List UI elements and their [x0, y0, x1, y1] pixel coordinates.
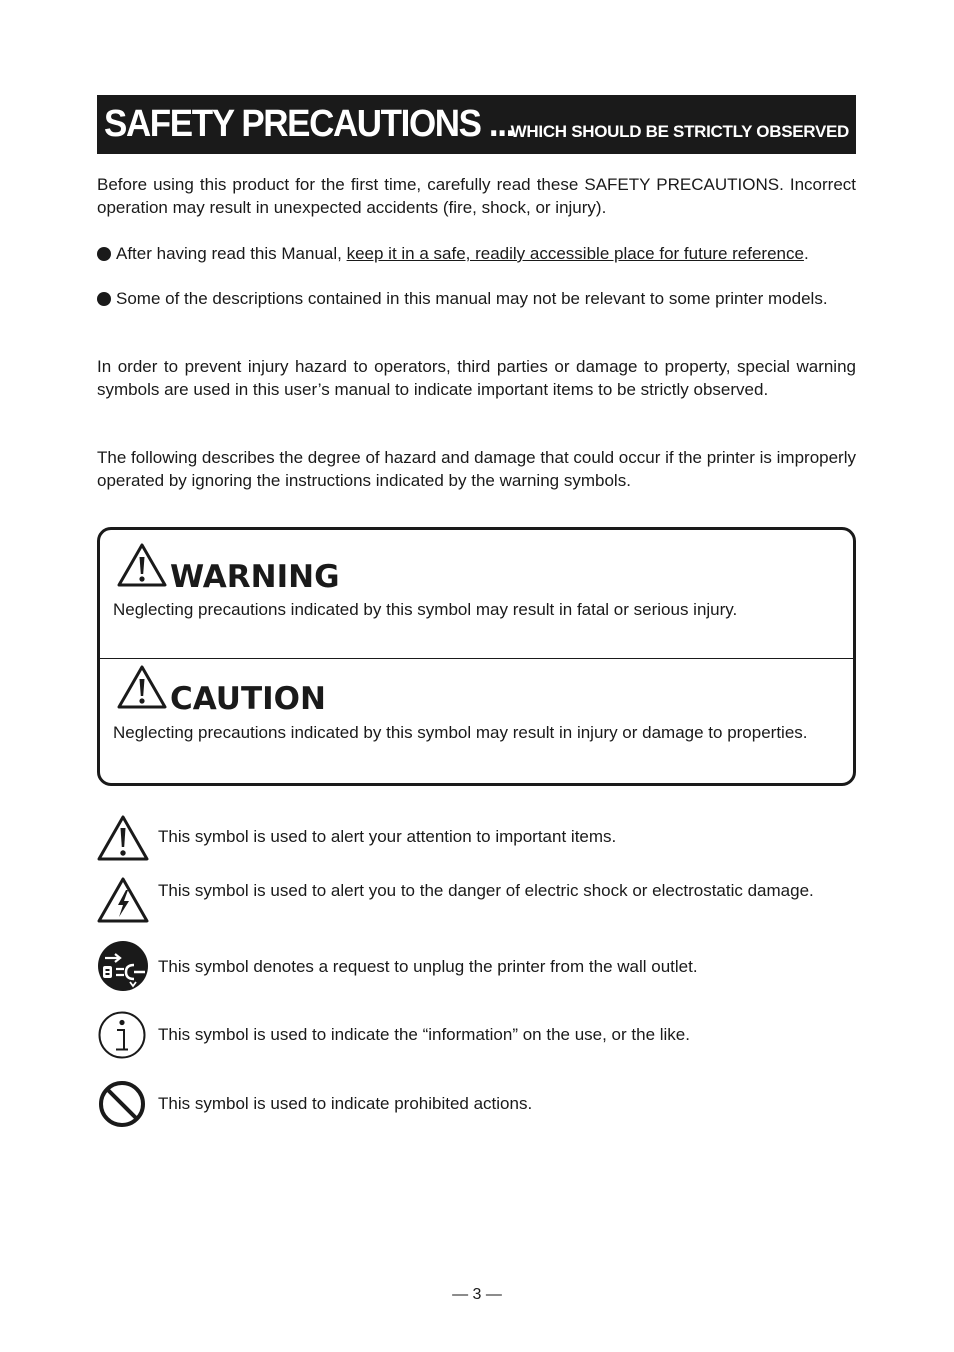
page-title: SAFETY PRECAUTIONS ... [104, 103, 514, 145]
hazard-levels-box [97, 527, 856, 786]
symbol-row-electric [97, 876, 856, 926]
bullet-text: Some of the descriptions contained in this manual may not be relevant to some printer models. [116, 289, 828, 308]
bullet-underlined-text: keep it in a safe, readily accessible place for future reference [346, 244, 804, 263]
bullet-text: After having read this Manual, [116, 244, 347, 263]
page-number: — 3 — [452, 1286, 502, 1303]
electric-shock-icon [97, 876, 149, 924]
hazard-degree-paragraph: The following describes the degree of hazard and damage that could occur if the printer is improperly operated by ignoring the instructions indicated by the warning symbols. [97, 448, 856, 490]
page-title-bar [97, 95, 856, 154]
caution-description: Neglecting precautions indicated by this symbol may result in injury or damage to properties. [113, 723, 808, 742]
information-icon [97, 1010, 147, 1060]
symbol-description: This symbol denotes a request to unplug the printer from the wall outlet. [158, 957, 698, 976]
symbol-row-alert [97, 814, 856, 864]
bullet-text-end: . [803, 244, 809, 263]
symbols-purpose-paragraph: In order to prevent injury hazard to operators, third parties or damage to property, special warning symbols are used in this user’s manual to indicate important items to be strictly observed. [97, 357, 856, 399]
alert-triangle-icon [97, 814, 149, 862]
symbol-row-unplug [97, 940, 856, 992]
warning-label: WARNING [170, 559, 340, 595]
prohibited-icon [97, 1079, 147, 1129]
caution-triangle-icon [116, 664, 168, 710]
bullet-descriptions [97, 287, 856, 310]
bullet-keep-manual [97, 242, 856, 265]
symbol-row-information [97, 1010, 856, 1060]
warning-triangle-icon [116, 542, 168, 588]
page-subtitle: WHICH SHOULD BE STRICTLY OBSERVED [510, 122, 849, 141]
unplug-icon [97, 940, 149, 992]
bullet-dot-icon [97, 247, 111, 261]
caution-label: CAUTION [170, 681, 326, 717]
symbol-description: This symbol is used to alert you to the danger of electric shock or electrostatic damage. [158, 881, 814, 900]
intro-paragraph: Before using this product for the first time, carefully read these SAFETY PRECAUTIONS. Incorrect operation may result in unexpected accidents (fire, shock, or injury). [97, 175, 856, 217]
symbol-row-prohibited [97, 1079, 856, 1129]
symbol-description: This symbol is used to indicate the “information” on the use, or the like. [158, 1025, 690, 1044]
bullet-dot-icon [97, 292, 111, 306]
symbol-description: This symbol is used to indicate prohibited actions. [158, 1094, 533, 1113]
hazard-divider [100, 658, 853, 659]
symbol-description: This symbol is used to alert your attention to important items. [158, 827, 617, 846]
warning-description: Neglecting precautions indicated by this symbol may result in fatal or serious injury. [113, 600, 738, 619]
